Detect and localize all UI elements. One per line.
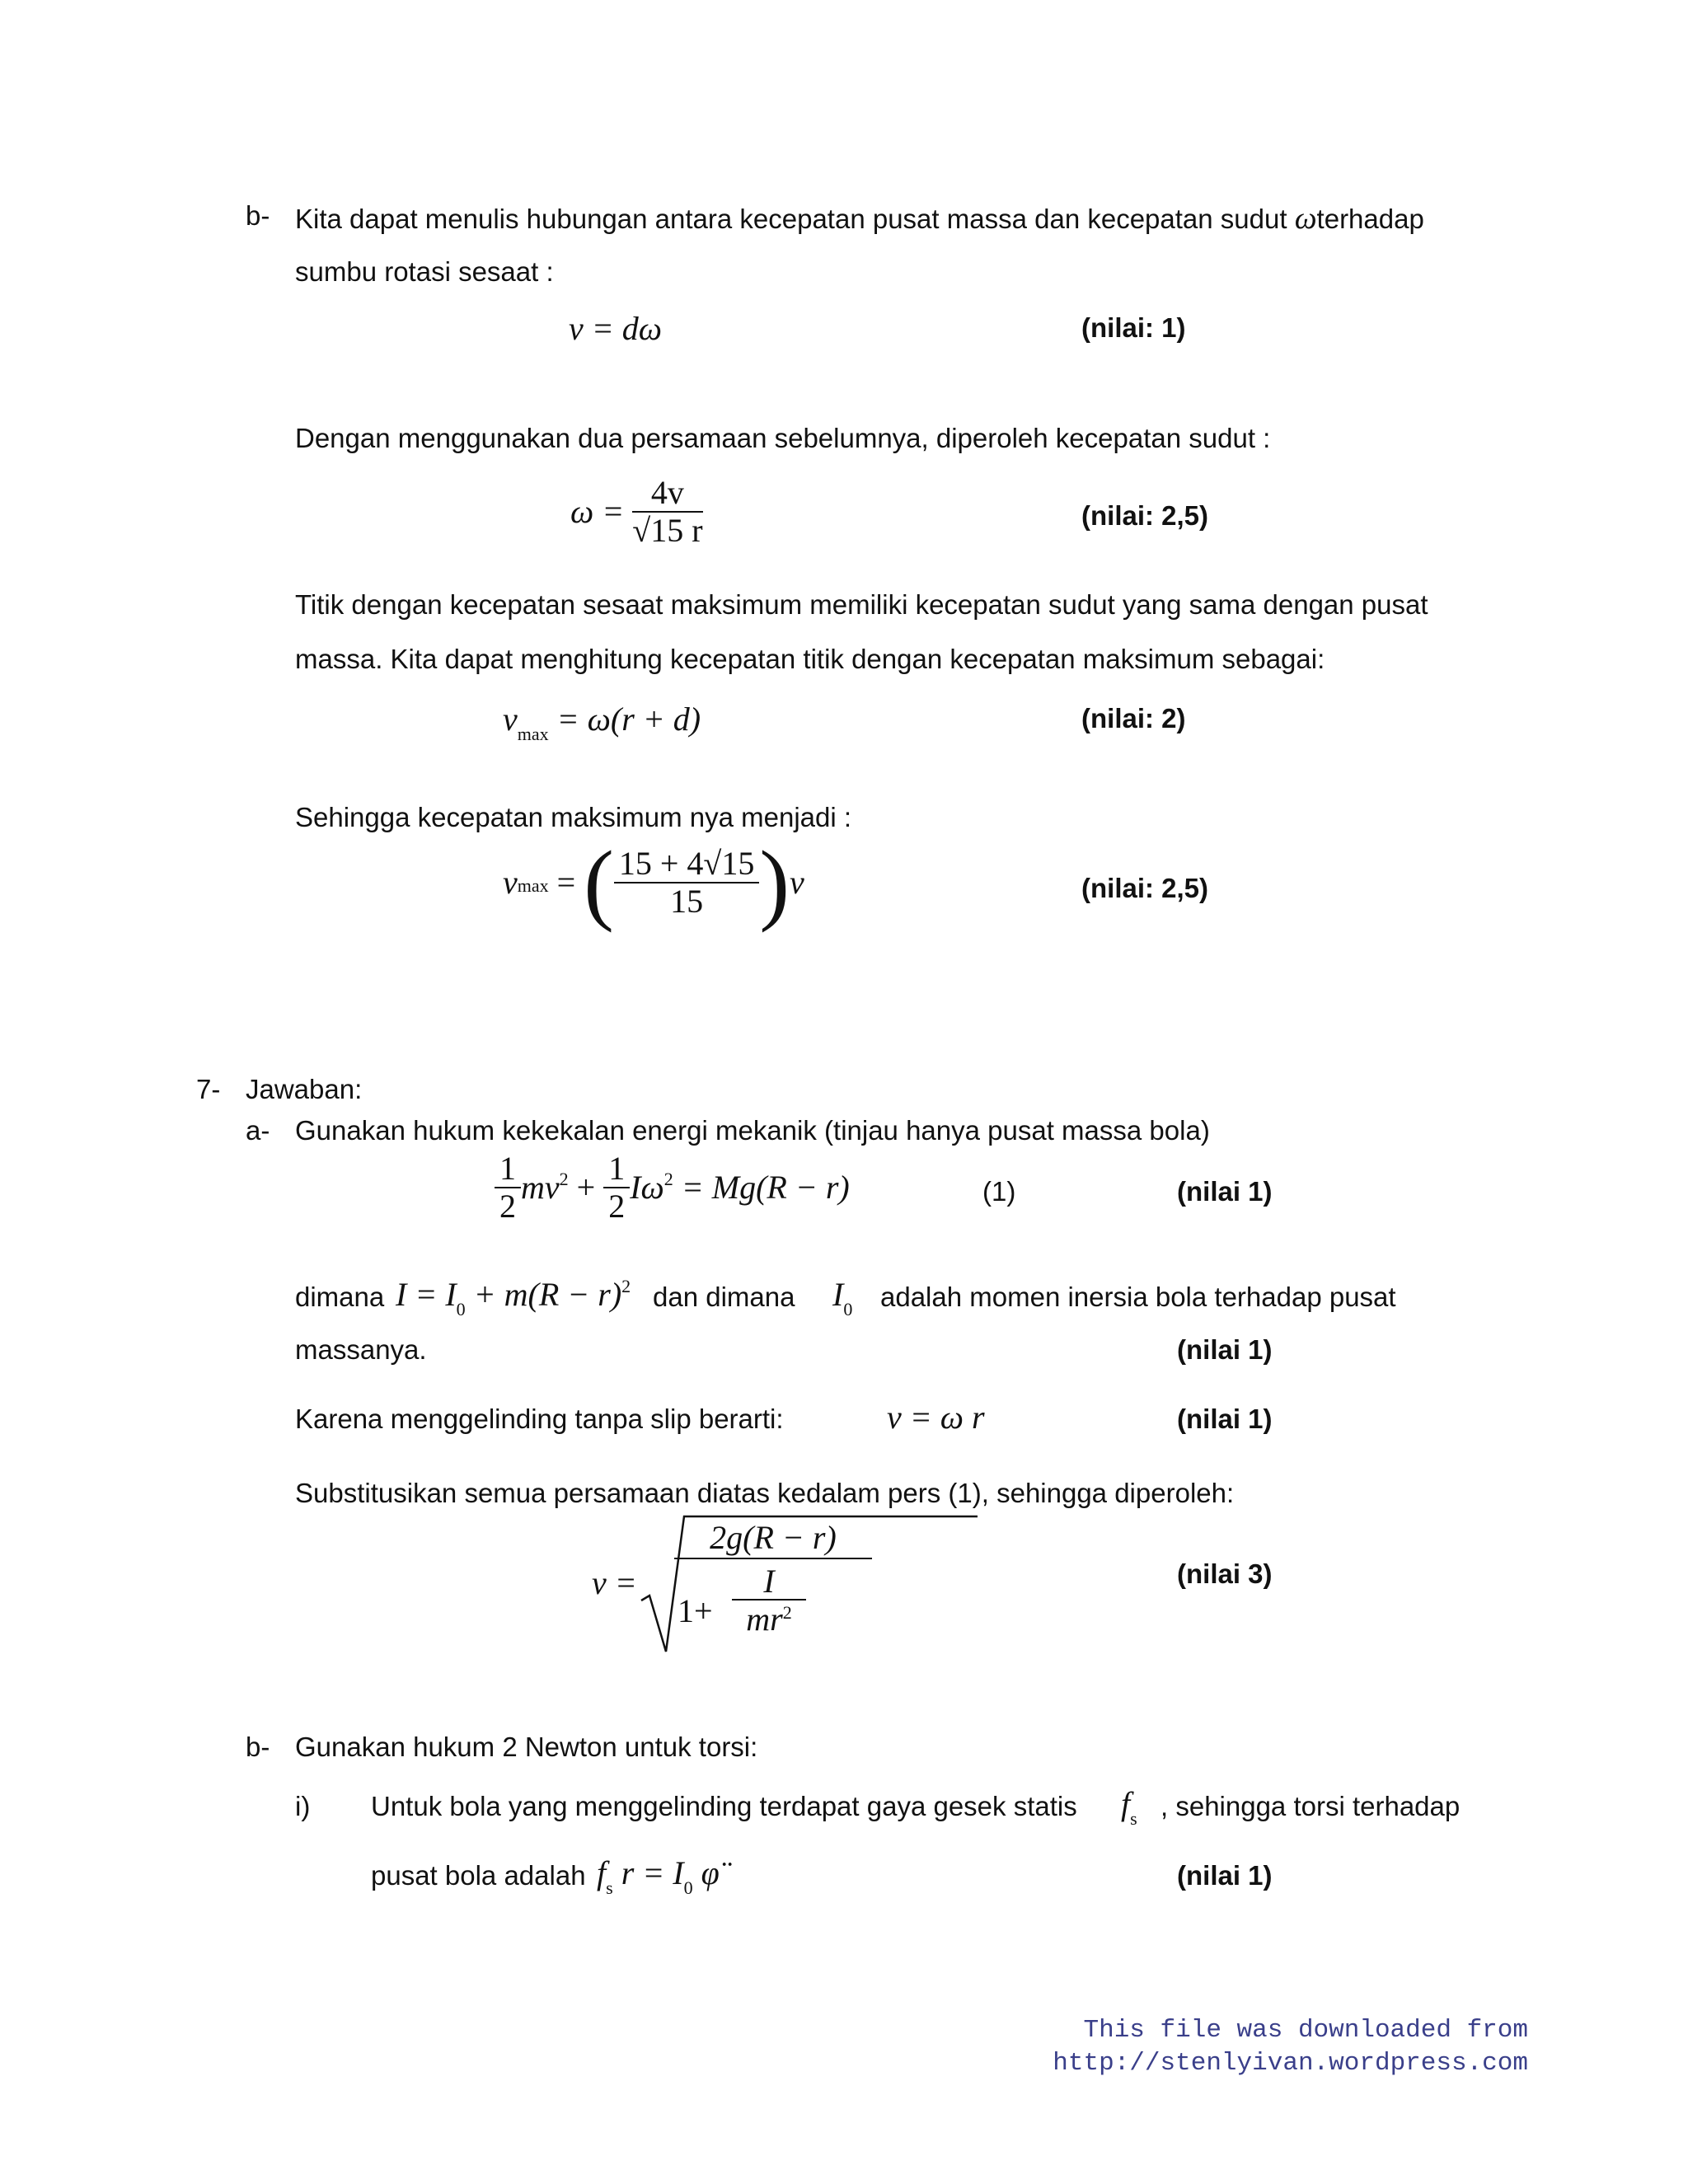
- eq-subscript: s: [606, 1877, 613, 1898]
- paragraph-line: Karena menggelinding tanpa slip berarti:: [295, 1404, 784, 1434]
- equation-energy: [495, 1151, 850, 1225]
- eq-plus: +: [576, 1169, 596, 1206]
- eq-subscript: 0: [683, 1877, 693, 1898]
- numerator-text: 2g(R − r): [710, 1519, 837, 1556]
- eq-phi: φ̈: [701, 1854, 720, 1891]
- text-run: Kita dapat menulis hubungan antara kecepatan pusat massa dan kecepatan sudut: [295, 204, 1287, 234]
- score-text: (nilai: 1): [1081, 312, 1186, 343]
- score-text: (nilai 1): [1177, 1334, 1273, 1365]
- paragraph-line: massa. Kita dapat menghitung kecepatan titik dengan kecepatan maksimum sebagai:: [295, 644, 1325, 674]
- numerator: 1: [603, 1151, 630, 1188]
- paragraph-line: Titik dengan kecepatan sesaat maksimum memiliki kecepatan sudut yang sama dengan pusat: [295, 589, 1428, 620]
- text-adalah: adalah momen inersia bola terhadap pusat: [880, 1282, 1396, 1312]
- denominator: √15 r: [632, 512, 703, 549]
- score-text: (nilai 3): [1177, 1558, 1273, 1589]
- eq-rest: + m(R − r): [473, 1276, 622, 1313]
- eq-I: I = I: [396, 1276, 457, 1313]
- equation-v-d-omega: v = dω: [569, 310, 662, 347]
- score-label: [1081, 702, 1186, 735]
- fraction: [632, 475, 702, 549]
- eq-sup: 2: [621, 1276, 631, 1296]
- score-text: (nilai 1): [1177, 1860, 1273, 1891]
- score-text: (nilai: 2,5): [1081, 873, 1209, 903]
- score-text: (nilai 1): [1177, 1404, 1273, 1434]
- item-marker-b: b-: [246, 1732, 270, 1762]
- eq-I: I: [832, 1276, 844, 1313]
- inner-numerator: I: [732, 1564, 806, 1601]
- score-label: [1177, 1403, 1273, 1436]
- denominator: [674, 1559, 872, 1650]
- eq-v: v: [790, 864, 804, 901]
- eq-sup: 2: [559, 1169, 569, 1190]
- eq-equals: =: [556, 864, 576, 901]
- fraction: [614, 846, 760, 920]
- numerator: [674, 1518, 872, 1559]
- denominator: 15: [670, 883, 704, 920]
- eq-f: f: [1121, 1785, 1131, 1822]
- item-marker-i: i): [295, 1791, 311, 1821]
- text-run: terhadap: [1316, 204, 1424, 234]
- text-dan-dimana: dan dimana: [653, 1282, 795, 1312]
- equation-vmax-final: [503, 832, 804, 933]
- footer-url[interactable]: http://stenlyivan.wordpress.com: [1053, 2049, 1528, 2078]
- paragraph-line: Dengan menggunakan dua persamaan sebelumnya, diperoleh kecepatan sudut :: [295, 423, 1271, 453]
- fraction-half: [603, 1151, 630, 1225]
- inner-denominator: [732, 1601, 806, 1643]
- inner-fraction: [732, 1564, 806, 1643]
- text-dimana: dimana: [295, 1282, 385, 1312]
- sqrt-content: [674, 1518, 872, 1650]
- item-marker-7: 7-: [196, 1074, 221, 1104]
- fraction-half: [495, 1151, 521, 1225]
- score-label: [1177, 1333, 1273, 1366]
- denominator: 2: [608, 1188, 626, 1225]
- item-marker-b: b-: [246, 200, 270, 231]
- footer-line: This file was downloaded from: [1083, 2016, 1528, 2045]
- paragraph-line: Sehingga kecepatan maksimum nya menjadi :: [295, 802, 852, 832]
- denominator: 2: [499, 1188, 516, 1225]
- paragraph-line: Untuk bola yang menggelinding terdapat gaya gesek statis: [371, 1791, 1077, 1821]
- score-text: (nilai: 2,5): [1081, 500, 1209, 531]
- paren-right: ): [759, 832, 790, 933]
- numerator: 4v: [632, 475, 702, 513]
- paragraph-line: Substitusikan semua persamaan diatas kedalam pers (1), sehingga diperoleh:: [295, 1478, 1235, 1508]
- eq-Iw: Iω: [630, 1169, 664, 1206]
- equation-rolling: v = ω r: [887, 1399, 985, 1436]
- eq-subscript: 0: [843, 1299, 853, 1319]
- symbol-fs: [1121, 1785, 1137, 1828]
- paragraph-line: [295, 199, 1424, 237]
- eq-subscript: s: [1130, 1808, 1137, 1829]
- eq-rhs: = ω(r + d): [556, 701, 701, 738]
- equation-ref: (1): [982, 1176, 1016, 1207]
- score-label: [1081, 499, 1208, 532]
- equation-torque: [597, 1854, 720, 1897]
- item-marker-a: a-: [246, 1115, 270, 1146]
- eq-rest: r = I: [621, 1854, 684, 1891]
- score-text: (nilai 1): [1177, 1176, 1273, 1207]
- denominator-one: 1+: [678, 1592, 713, 1629]
- eq-rhs: = Mg(R − r): [681, 1169, 850, 1206]
- paragraph-line: pusat bola adalah: [371, 1860, 586, 1891]
- score-label: [1177, 1558, 1273, 1591]
- eq-lhs: ω =: [570, 493, 625, 530]
- paragraph-line: Gunakan hukum 2 Newton untuk torsi:: [295, 1732, 758, 1762]
- score-label: [1177, 1859, 1273, 1892]
- score-label: [1177, 1175, 1273, 1208]
- eq-sup: 2: [782, 1602, 792, 1623]
- paragraph-line: , sehingga torsi terhadap: [1160, 1791, 1461, 1821]
- eq-mv: mv: [521, 1169, 560, 1206]
- eq-lhs: v =: [592, 1564, 637, 1601]
- paragraph-line: massanya.: [295, 1334, 427, 1365]
- eq-subscript: max: [517, 875, 549, 897]
- score-label: [1081, 312, 1186, 344]
- footer-download-note: [1053, 2014, 1528, 2080]
- eq-subscript: 0: [456, 1299, 466, 1319]
- symbol-I0: [832, 1276, 852, 1319]
- paragraph-line: Gunakan hukum kekekalan energi mekanik (tinjau hanya pusat massa bola): [295, 1115, 1210, 1146]
- score-label: [1081, 872, 1208, 905]
- omega-symbol: ω: [1294, 201, 1317, 236]
- score-text: (nilai: 2): [1081, 703, 1186, 733]
- eq-sup: 2: [663, 1169, 673, 1190]
- numerator: 1: [495, 1151, 521, 1188]
- section-title: Jawaban:: [246, 1074, 363, 1104]
- equation-inertia: [396, 1276, 631, 1319]
- eq-f: f: [597, 1854, 607, 1891]
- eq-v: v: [503, 701, 518, 738]
- paragraph-line: sumbu rotasi sesaat :: [295, 256, 554, 287]
- eq-subscript: max: [517, 724, 549, 744]
- inner-mr: mr: [746, 1601, 783, 1638]
- equation-vmax: [503, 701, 701, 743]
- numerator: 15 + 4√15: [614, 846, 760, 883]
- paren-left: (: [584, 832, 614, 933]
- eq-v: v: [503, 864, 518, 901]
- equation-omega: [570, 475, 703, 549]
